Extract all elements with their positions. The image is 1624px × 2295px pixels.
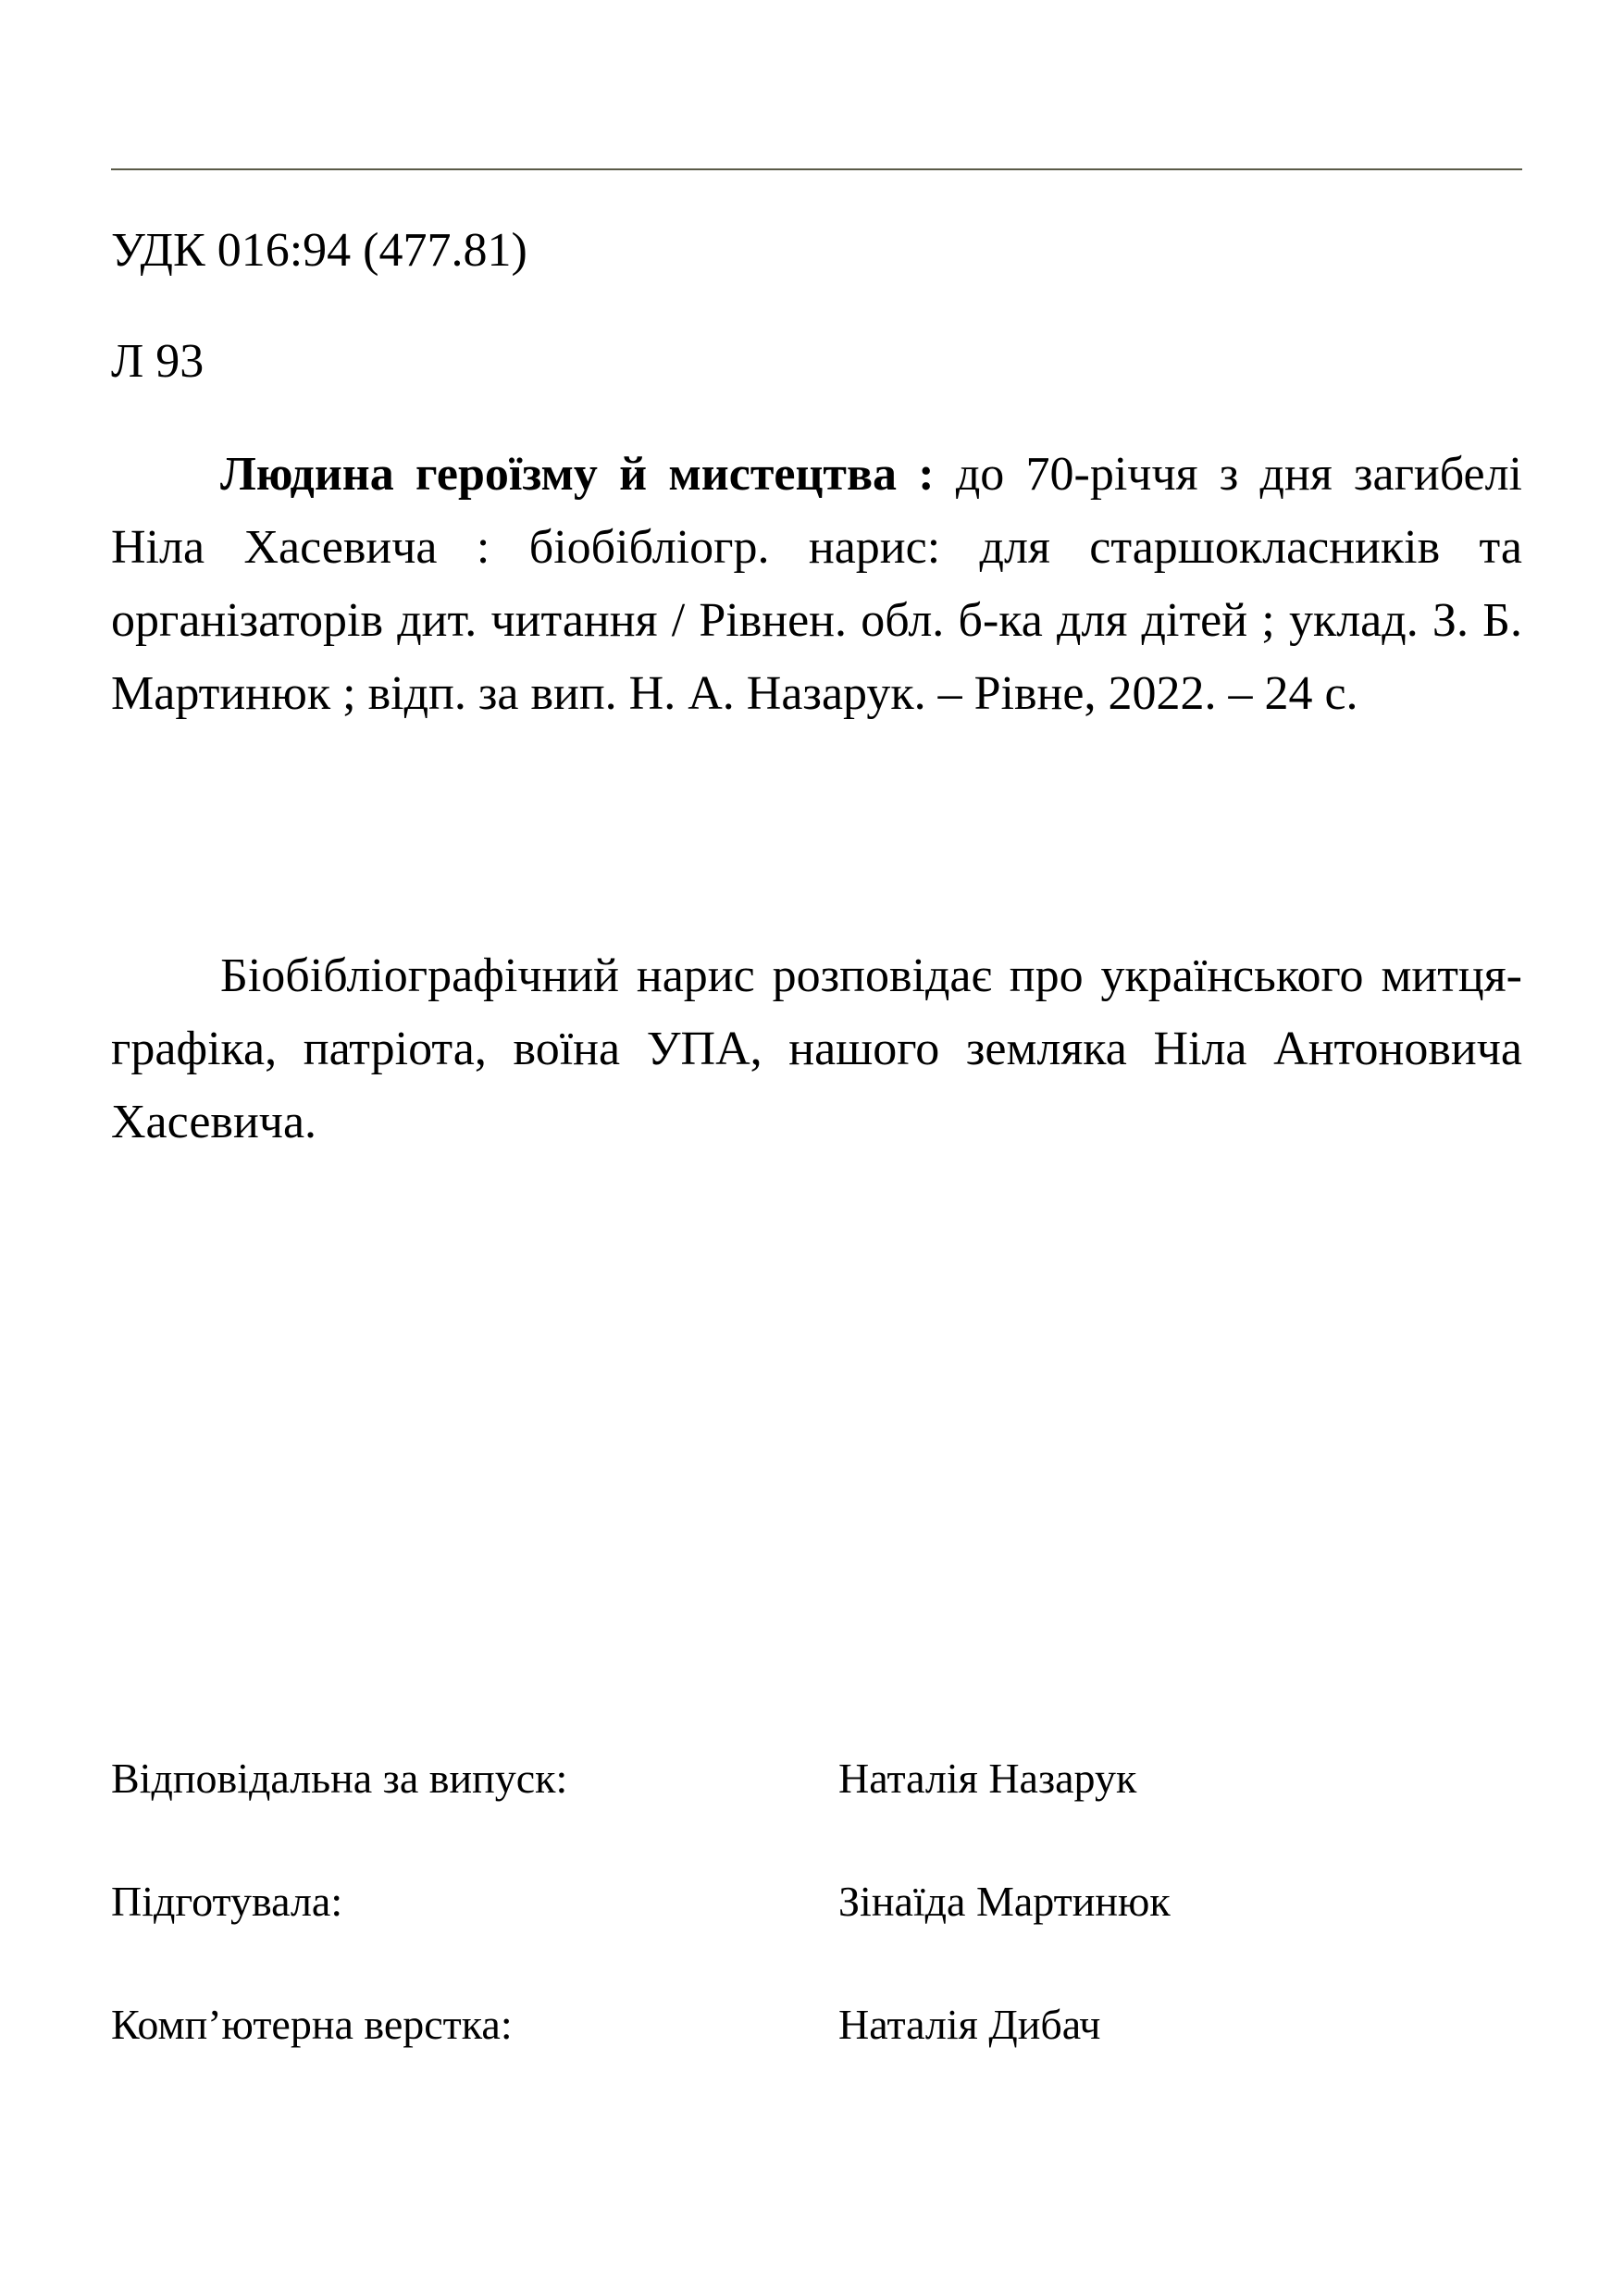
credit-label: Відповідальна за випуск:	[111, 1755, 568, 1802]
author-mark: Л 93	[111, 335, 205, 388]
credit-value: Наталія Назарук	[838, 1755, 1137, 1802]
udc-code: УДК 016:94 (477.81)	[111, 224, 527, 277]
credit-row-prepared	[111, 1877, 1522, 2000]
credit-value: Зінаїда Мартинюк	[838, 1878, 1171, 1925]
credit-value: Наталія Дибач	[838, 2001, 1101, 2048]
citation-details: до 70-річчя з дня загибелі Ніла Хасевича : біобібліогр. нарис: для старшокласників та організаторів дит. читання / Рівнен. обл. б-ка для дітей ; уклад. З. Б. Мартинюк ; відп. за вип. Н. А. Назарук. – Рівне, 2022. – 24 с.	[111, 448, 1522, 720]
credit-label: Комп’ютерна верстка:	[111, 2001, 513, 2048]
credit-row-responsible	[111, 1754, 1522, 1877]
credit-row-layout	[111, 2000, 1522, 2123]
top-horizontal-rule	[111, 168, 1522, 170]
credits-block	[111, 1754, 1522, 2123]
bibliographic-citation	[111, 438, 1522, 730]
credit-label: Підготувала:	[111, 1878, 343, 1925]
annotation-paragraph: Біобібліографічний нарис розповідає про українського митця-графіка, патріота, воїна УПА, нашого земляка Ніла Антоновича Хасевича.	[111, 949, 1522, 1148]
citation-title: Людина героїзму й мистецтва :	[220, 448, 935, 501]
